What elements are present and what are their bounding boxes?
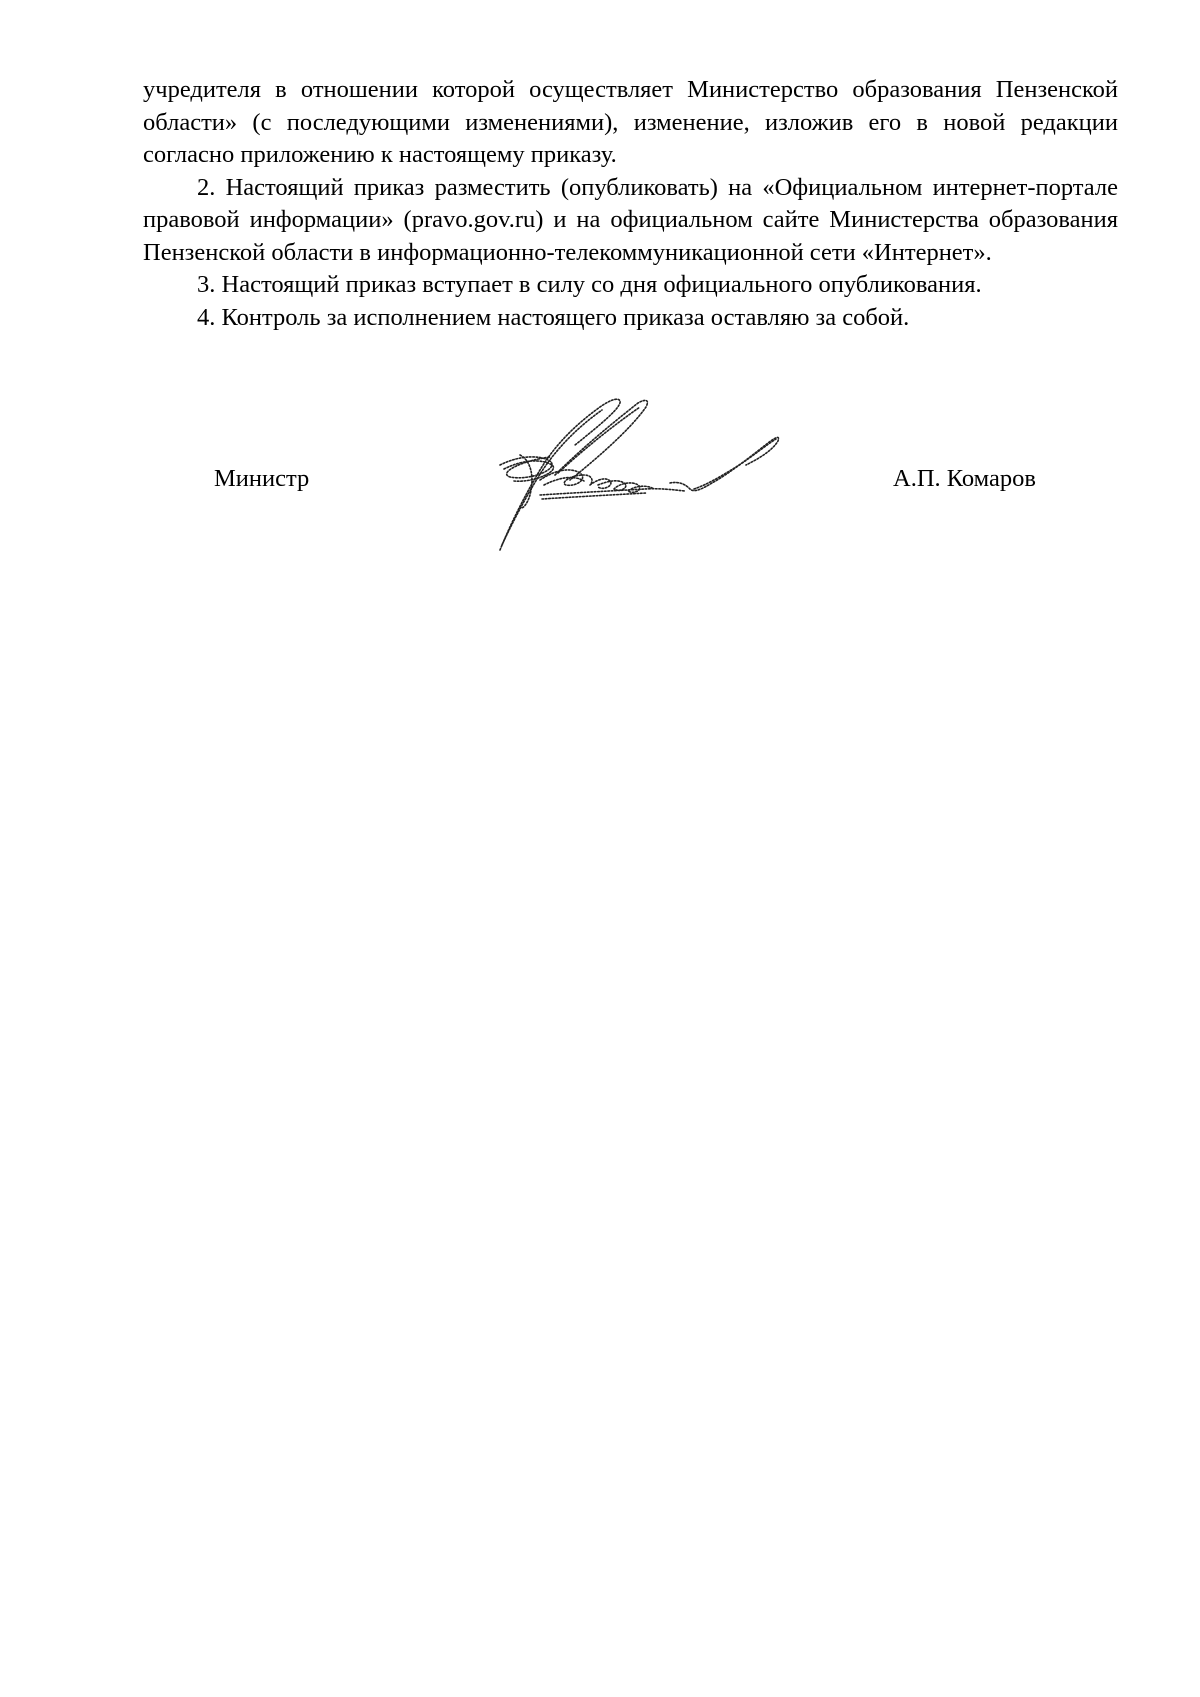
paragraph-item-4: 4. Контроль за исполнением настоящего приказа оставляю за собой. — [197, 303, 910, 331]
handwritten-signature — [480, 385, 830, 565]
signer-name: А.П. Комаров — [893, 465, 1036, 492]
document-body — [143, 74, 1118, 334]
signature-block — [0, 385, 1200, 565]
signer-position: Министр — [214, 465, 310, 492]
paragraph-item-3: 3. Настоящий приказ вступает в силу со дня официального опубликования. — [197, 271, 982, 298]
paragraph-item-2: 2. Настоящий приказ разместить (опубликовать) на «Официальном интернет-портале правовой информации» (pravo.gov.ru) и на официальном сайте Министерства образования Пензенской области в информационно-телекоммуникационной сети «Интернет». — [143, 173, 1118, 266]
paragraph-continuation: учредителя в отношении которой осуществляет Министерство образования Пензенской области» (с последующими изменениями), изменение, изложив его в новой редакции согласно приложению к настоящему приказу. — [143, 76, 1118, 168]
